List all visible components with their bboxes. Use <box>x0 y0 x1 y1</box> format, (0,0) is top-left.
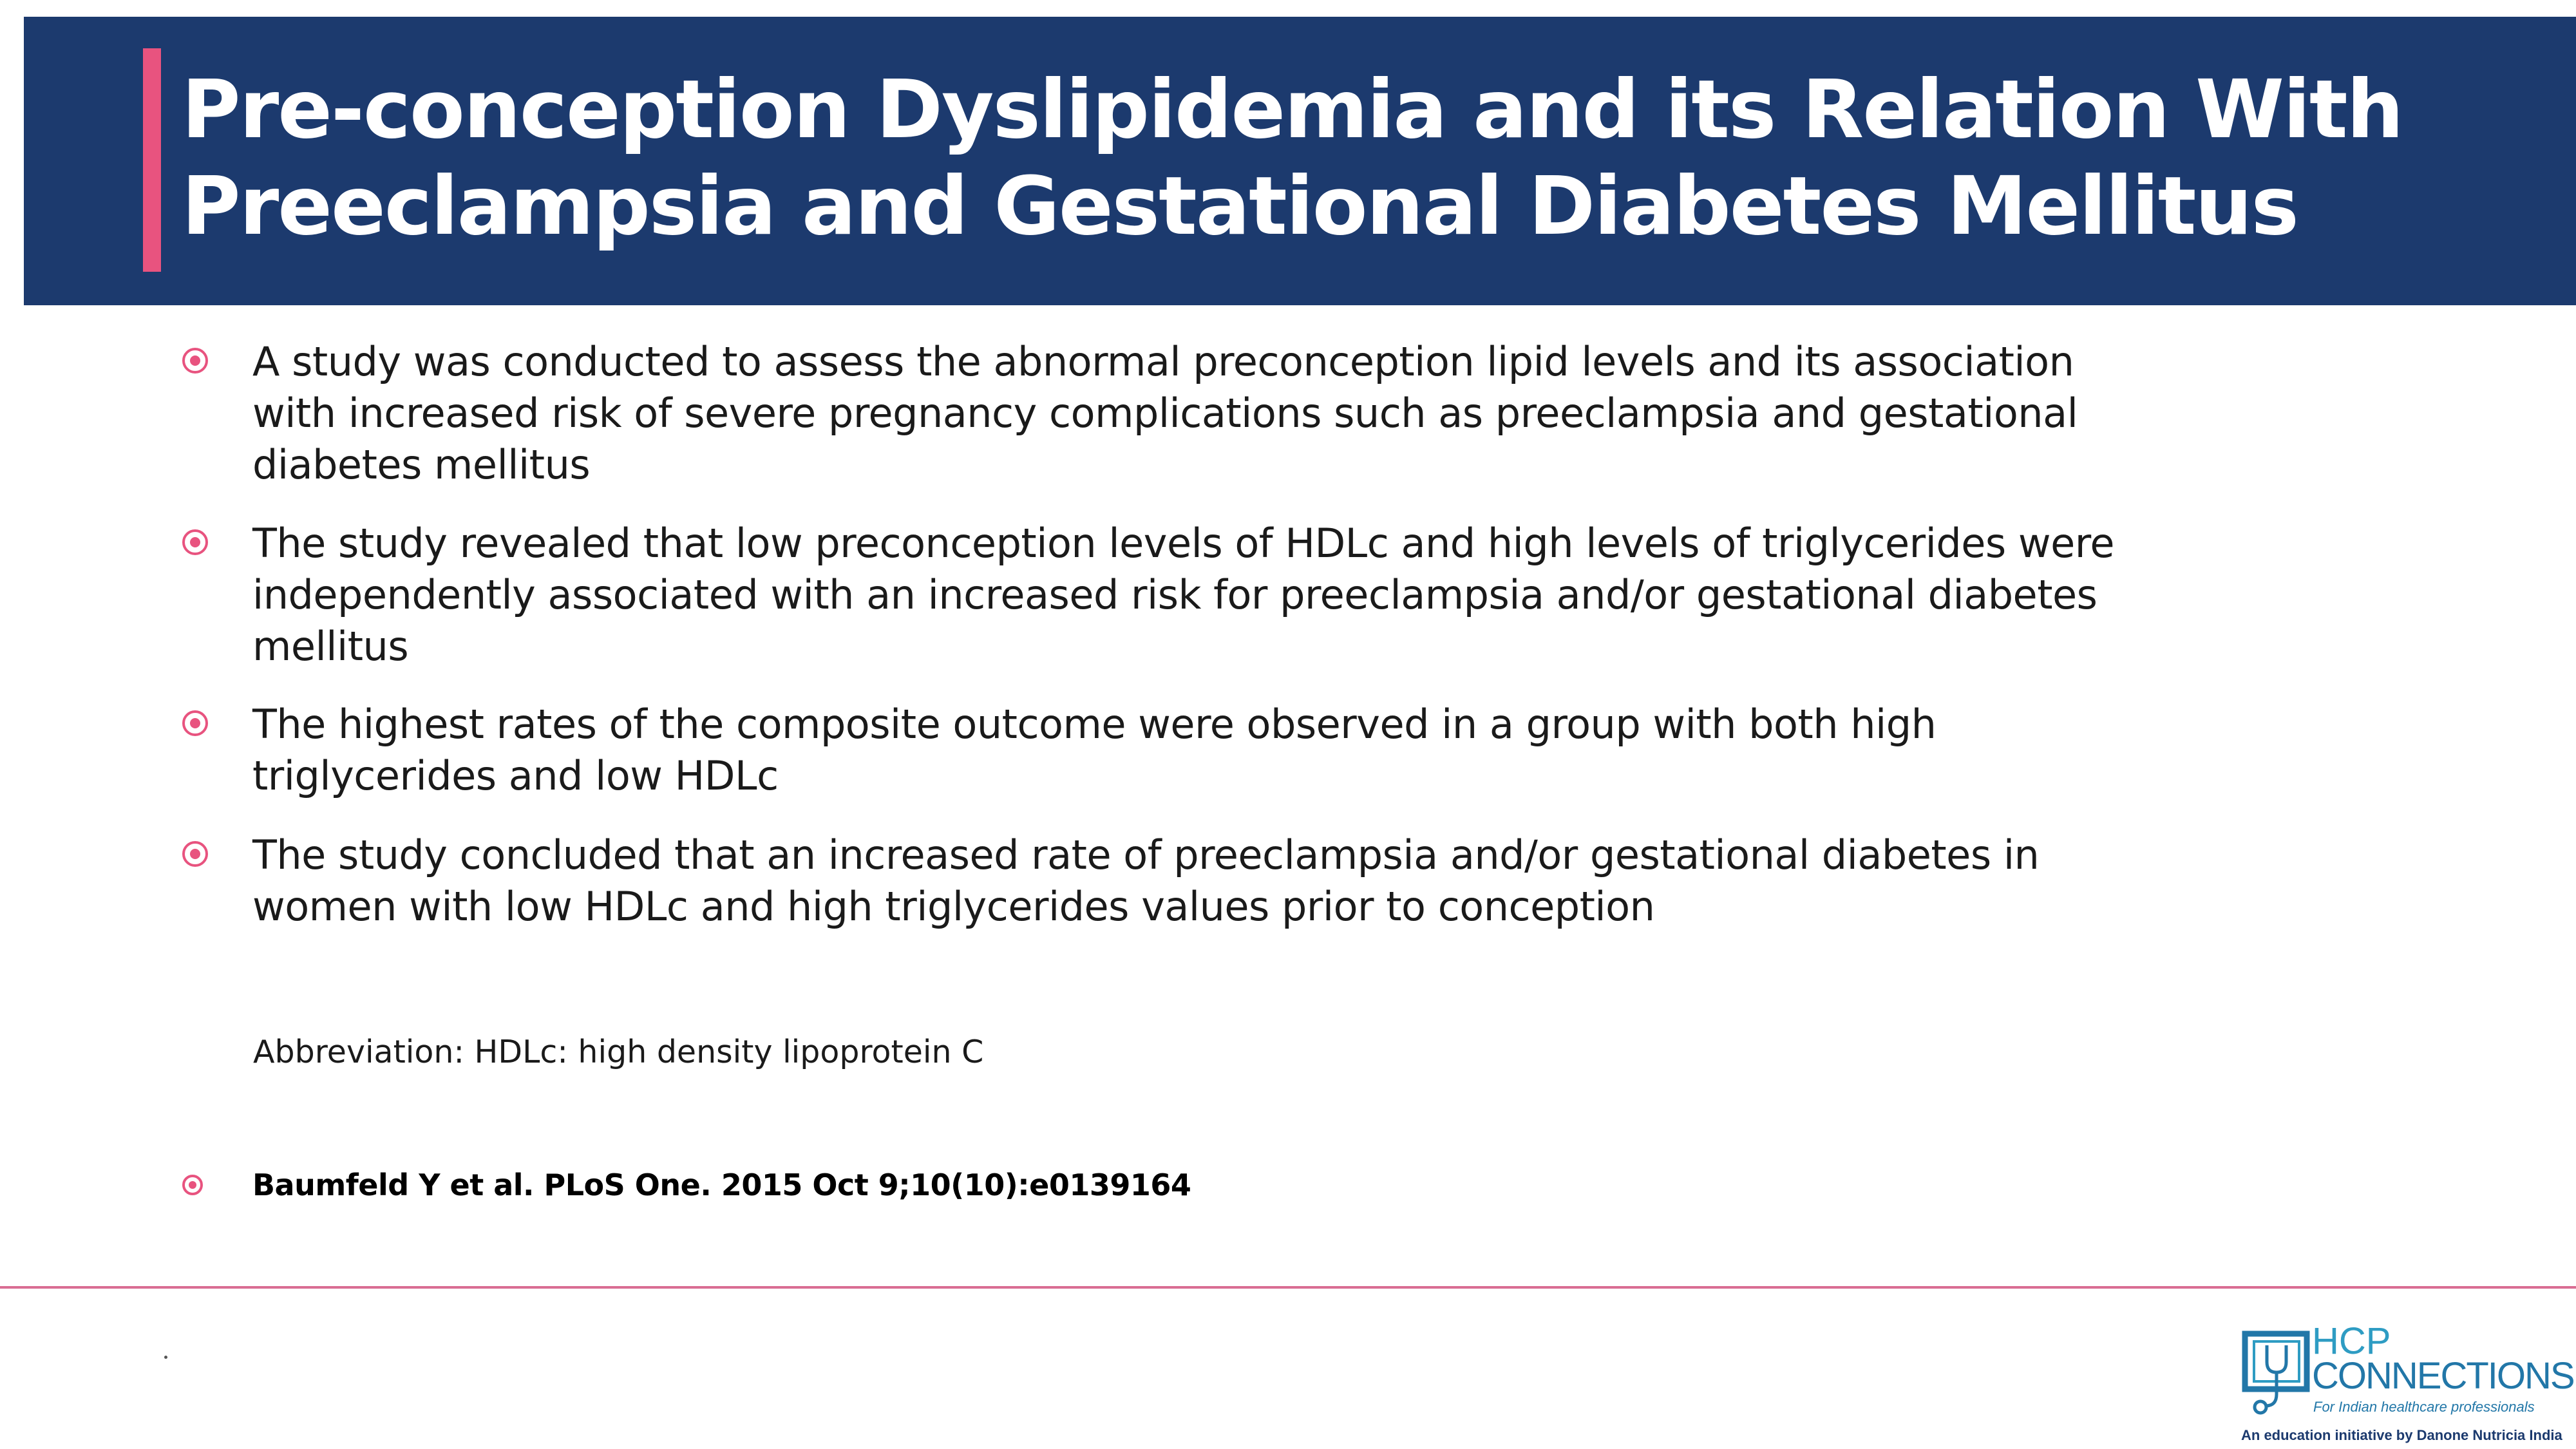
reference-citation: Baumfeld Y et al. PLoS One. 2015 Oct 9;10(10):e0139164 <box>252 1168 1191 1202</box>
hcp-connections-logo <box>2241 1320 2576 1449</box>
bullet-1-line-1: A study was conducted to assess the abnormal preconception lipid levels and its association <box>252 338 2074 385</box>
bullet-4-line-1: The study concluded that an increased rate of preeclampsia and/or gestational diabetes in <box>252 831 2040 878</box>
logo-tagline: For Indian healthcare professionals <box>2313 1399 2535 1415</box>
bullet-2-line-1: The study revealed that low preconception levels of HDLc and high levels of triglycerides were <box>252 520 2115 567</box>
bullet-text-2 <box>252 518 2287 672</box>
pink-ring-bullet-icon <box>182 1175 203 1195</box>
logo-initiative: An education initiative by Danone Nutricia India <box>2241 1427 2562 1443</box>
title-accent-bar <box>143 48 161 272</box>
bullet-1-line-3: diabetes mellitus <box>252 441 591 488</box>
slide-title <box>182 62 2500 255</box>
bullet-2-line-2: independently associated with an increased risk for preeclampsia and/or gestational diabetes <box>252 571 2098 618</box>
bullet-text-4 <box>252 829 2287 933</box>
bullet-4-line-2: women with low HDLc and high triglycerides values prior to conception <box>252 883 1655 930</box>
bullet-3-line-2: triglycerides and low HDLc <box>252 752 779 799</box>
bullet-text-1 <box>252 336 2287 491</box>
bullet-3-line-1: The highest rates of the composite outcome were observed in a group with both high <box>252 701 1937 748</box>
bullet-1-line-2: with increased risk of severe pregnancy complications such as preeclampsia and gestational <box>252 390 2078 437</box>
logo-hcp-text: HCP <box>2312 1320 2391 1362</box>
bullet-text-3 <box>252 699 2287 802</box>
slide-title-line-2: Preeclampsia and Gestational Diabetes Mellitus <box>182 160 2298 253</box>
pink-ring-bullet-icon <box>182 710 208 736</box>
bullet-2-line-3: mellitus <box>252 623 409 670</box>
abbreviation-note: Abbreviation: HDLc: high density lipoprotein C <box>253 1034 984 1070</box>
slide-title-line-1: Pre-conception Dyslipidemia and its Relation With <box>182 63 2403 156</box>
footer-divider <box>0 1286 2576 1289</box>
pink-ring-bullet-icon <box>182 841 208 867</box>
logo-connections-text: CONNECTIONS <box>2312 1355 2574 1397</box>
pink-ring-bullet-icon <box>182 529 208 555</box>
footer-mark <box>164 1356 167 1359</box>
pink-ring-bullet-icon <box>182 348 208 374</box>
